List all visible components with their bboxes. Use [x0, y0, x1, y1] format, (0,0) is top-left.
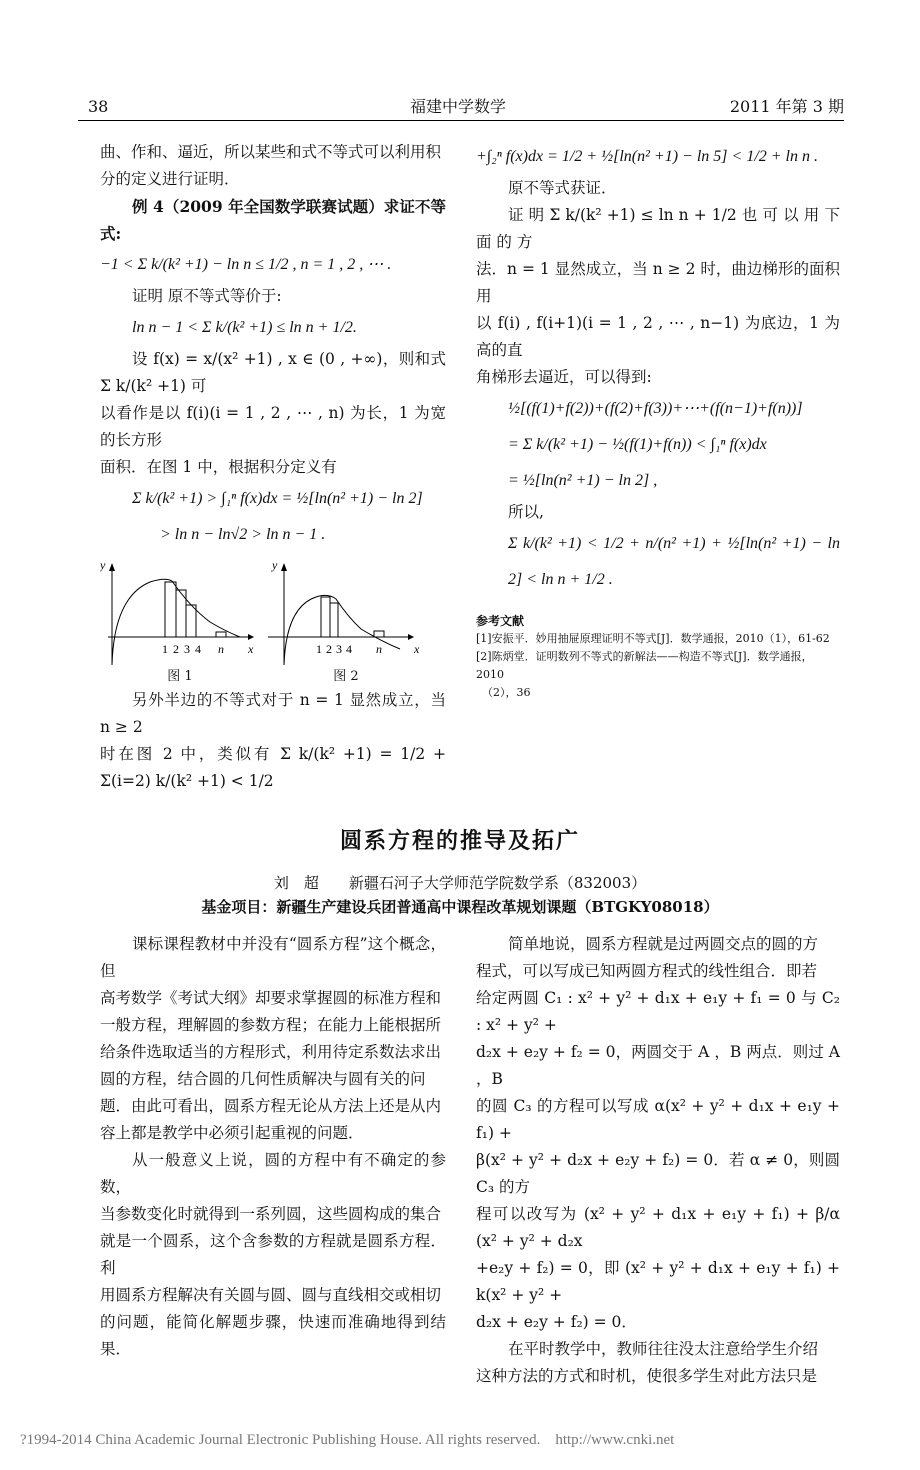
body-line: 题．由此可看出，圆系方程无论从方法上还是从内: [100, 1097, 442, 1115]
text-line: 面积．在图 1 中，根据积分定义有: [100, 458, 337, 476]
body-line: 用圆系方程解决有关圆与圆、圆与直线相交或相切: [100, 1286, 442, 1304]
body-line: 简单地说，圆系方程就是过两圆交点的圆的方: [508, 935, 819, 953]
axis-label-x: x: [248, 642, 254, 656]
body-line: 从一般意义上说，圆的方程中有不确定的参数，: [100, 1151, 446, 1196]
formula: > ln n − ln√2 > ln n − 1 .: [160, 526, 326, 543]
body-line: 的圆 C₃ 的方程可以写成 α(x² + y² + d₁x + e₁y + f₁) +: [476, 1097, 840, 1142]
axis-label-y: y: [272, 558, 278, 572]
right-column: [476, 139, 840, 795]
running-header: [88, 96, 844, 120]
tick-label: 3: [184, 642, 190, 656]
funding-label: 基金项目：: [201, 898, 277, 916]
body-line: 就是一个圆系，这个含参数的方程就是圆系方程．利: [100, 1232, 446, 1277]
axis-label-y: y: [100, 558, 106, 572]
references: [476, 612, 840, 702]
body-line: 容上都是教学中必须引起重视的问题．: [100, 1124, 364, 1142]
example-heading: 例 4（2009 年全国数学联赛试题）求证不等式:: [100, 197, 446, 243]
issue-label: 2011 年第 3 期: [729, 97, 844, 116]
body-line: 在平时教学中，教师往往没太注意给学生介绍: [508, 1340, 819, 1358]
copyright-footer: ?1994-2014 China Academic Journal Electronic Publishing House. All rights reserved. http://www.cnki.net: [20, 1432, 675, 1448]
body-line: 一般方程，理解圆的参数方程；在能力上能根据所: [100, 1016, 442, 1034]
funding-text: 新疆生产建设兵团普通高中课程改革规划课题（BTGKY08018）: [276, 898, 719, 916]
left-column: [100, 139, 446, 795]
text-line: 分的定义进行证明．: [100, 170, 240, 188]
figure-1-caption: 图 1: [167, 669, 193, 684]
previous-article-columns: [100, 139, 840, 795]
formula: ln n − 1 < Σ k/(k² +1) ≤ ln n + 1/2.: [132, 319, 357, 336]
body-line: 的问题，能简化解题步骤，快速而准确地得到结果．: [100, 1313, 446, 1358]
figure-2-block: [266, 557, 426, 687]
formula: Σ k/(k² +1) < 1/2 + n/(n² +1) + ½[ln(n² +1) − ln 2] < ln n + 1/2 .: [508, 535, 840, 588]
formula: = ½[ln(n² +1) − ln 2] ,: [508, 472, 658, 489]
tick-label: n: [218, 642, 224, 656]
body-line: 程式，可以写成已知两圆方程式的线性组合．即若: [476, 962, 818, 980]
body-line: β(x² + y² + d₂x + e₂y + f₂) = 0．若 α ≠ 0，则圆 C₃ 的方: [476, 1151, 840, 1196]
funding-line: [0, 895, 920, 919]
tick-label: 1: [316, 642, 322, 656]
journal-name: 福建中学数学: [410, 97, 507, 116]
figure-2-caption: 图 2: [333, 669, 359, 684]
reference-item: （2），36: [482, 686, 531, 699]
axis-label-x: x: [414, 642, 420, 656]
article-authors: 刘 超 新疆石河子大学师范学院数学系（832003）: [273, 874, 647, 892]
article-left-column: [100, 931, 446, 1390]
text-line: 原不等式获证．: [508, 179, 617, 197]
article-body-columns: [100, 931, 840, 1390]
body-line: 高考数学《考试大纲》却要求掌握圆的标准方程和: [100, 989, 442, 1007]
figure-2: [266, 557, 426, 667]
body-line: d₂x + e₂y + f₂) = 0．: [476, 1313, 637, 1331]
text-line: 角梯形去逼近，可以得到:: [476, 368, 652, 386]
proof-heading: 证明 原不等式等价于:: [132, 287, 282, 305]
text-line: 法．n = 1 显然成立，当 n ≥ 2 时，曲边梯形的面积用: [476, 260, 840, 305]
tick-label: 3: [336, 642, 342, 656]
body-line: 当参数变化时就得到一系列圆，这些圆构成的集合: [100, 1205, 442, 1223]
body-line: 这种方法的方式和时机，使很多学生对此方法只是: [476, 1367, 818, 1385]
body-line: 程可以改写为 (x² + y² + d₁x + e₁y + f₁) + β/α (x² + y² + d₂x: [476, 1205, 840, 1250]
text-line: 另外半边的不等式对于 n = 1 显然成立，当 n ≥ 2: [100, 691, 446, 736]
tick-label: 1: [162, 642, 168, 656]
formula: ½[(f(1)+f(2))+(f(2)+f(3))+⋯+(f(n−1)+f(n))]: [508, 400, 803, 417]
text-line: 设 f(x) = x/(x² +1) , x ∈ (0 , +∞)，则和式 Σ k/(k² +1) 可: [100, 350, 446, 395]
figure-1: [100, 557, 260, 667]
body-line: d₂x + e₂y + f₂ = 0，两圆交于 A ，B 两点．则过 A ，B: [476, 1043, 840, 1088]
tick-label: 2: [326, 642, 332, 656]
tick-label: 4: [346, 642, 352, 656]
header-rule: [78, 120, 844, 121]
formula: Σ k/(k² +1) > ∫₁ⁿ f(x)dx = ½[ln(n² +1) − ln 2]: [132, 490, 423, 507]
text-line: 证 明 Σ k/(k² +1) ≤ ln n + 1/2 也 可 以 用 下 面 的 方: [476, 206, 840, 251]
figure-1-block: [100, 557, 260, 687]
text-line: 所以,: [508, 503, 544, 521]
formula: = Σ k/(k² +1) − ½(f(1)+f(n)) < ∫₁ⁿ f(x)dx: [508, 436, 767, 453]
body-line: 给条件选取适当的方程形式，利用待定系数法求出: [100, 1043, 442, 1061]
tick-label: n: [376, 642, 382, 656]
body-line: 给定两圆 C₁ : x² + y² + d₁x + e₁y + f₁ = 0 与 C₂ : x² + y² +: [476, 989, 840, 1034]
tick-label: 4: [195, 642, 201, 656]
reference-item: [1]安振平．妙用抽屉原理证明不等式[J]．数学通报，2010（1），61-62: [476, 632, 830, 645]
body-line: 课标课程教材中并没有“圆系方程”这个概念，但: [100, 935, 446, 980]
text-line: 以看作是以 f(i)(i = 1 , 2 , ⋯ , n) 为长，1 为宽的长方形: [100, 404, 446, 449]
text-line: 以 f(i) , f(i+1)(i = 1 , 2 , ⋯ , n−1) 为底边，1 为高的直: [476, 314, 840, 359]
formula: +∫₂ⁿ f(x)dx = 1/2 + ½[ln(n² +1) − ln 5] < 1/2 + ln n .: [476, 148, 818, 165]
body-line: +e₂y + f₂) = 0，即 (x² + y² + d₁x + e₁y + f₁) + k(x² + y² +: [476, 1259, 840, 1304]
formula: −1 < Σ k/(k² +1) − ln n ≤ 1/2 , n = 1 , 2 , ⋯ .: [100, 256, 392, 273]
body-line: 圆的方程，结合圆的几何性质解决与圆有关的问: [100, 1070, 426, 1088]
article-right-column: [476, 931, 840, 1390]
article-title: 圆系方程的推导及拓广: [339, 828, 580, 854]
figures: [100, 557, 446, 687]
tick-label: 2: [173, 642, 179, 656]
references-heading: 参考文献: [476, 614, 525, 628]
text-line: 时在图 2 中，类似有 Σ k/(k² +1) = 1/2 + Σ(i=2) k/(k² +1) < 1/2: [100, 745, 446, 790]
page-number: 38: [88, 97, 109, 116]
reference-item: [2]陈炳堂．证明数列不等式的新解法——构造不等式[J]．数学通报，2010: [476, 650, 813, 681]
text-line: 曲、作和、逼近，所以某些和式不等式可以利用积: [100, 143, 442, 161]
